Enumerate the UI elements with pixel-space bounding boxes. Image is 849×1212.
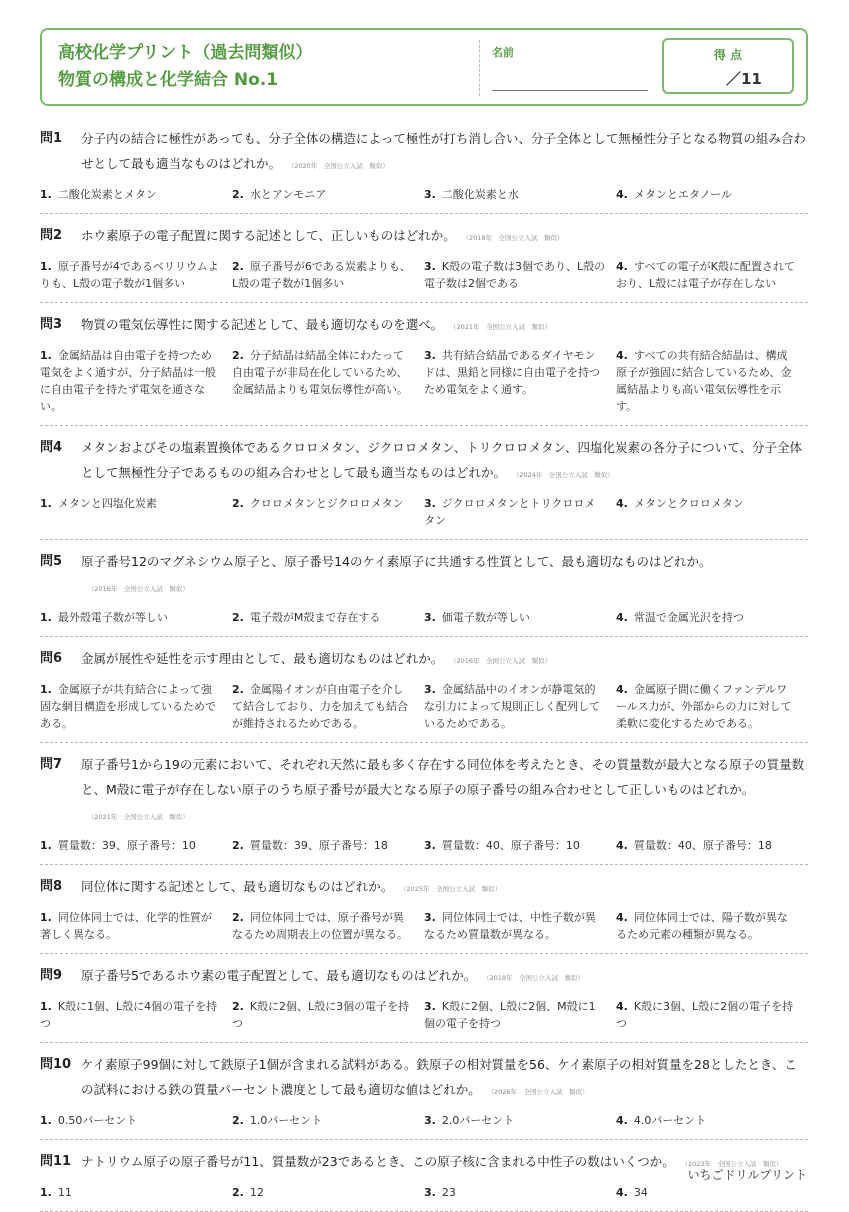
choice-number: 2.	[232, 839, 244, 852]
title-line-2: 物質の構成と化学結合 No.1	[58, 70, 279, 90]
question-source: （2016年 全国公立入試 類似）	[453, 657, 552, 665]
choice-number: 1.	[40, 911, 52, 924]
question-number: 問10	[40, 1057, 72, 1072]
answer-choice[interactable]	[424, 347, 616, 415]
choice-number: 3.	[424, 260, 436, 273]
choice-number: 2.	[232, 611, 244, 624]
answer-choice[interactable]	[40, 837, 232, 854]
question-source: （2026年 全国公立入試 類似）	[490, 1088, 589, 1096]
answer-choice[interactable]	[232, 186, 424, 203]
answer-choice[interactable]	[616, 998, 808, 1032]
choice-number: 4.	[616, 349, 628, 362]
choice-number: 2.	[232, 188, 244, 201]
answer-choice[interactable]	[424, 186, 616, 203]
choice-text: 二酸化炭素と水	[441, 188, 519, 201]
choice-text: 12	[249, 1186, 264, 1199]
choice-text: メタンとクロロメタン	[633, 497, 744, 510]
question-number: 問6	[40, 651, 63, 666]
choice-text: すべての共有結合結晶は、構成原子が強固に結合しているため、金属結晶よりも高い電気伝導性を示す。	[616, 349, 792, 413]
answer-choice[interactable]	[424, 495, 616, 529]
question-stem	[40, 312, 808, 340]
choice-number: 1.	[40, 349, 52, 362]
choice-row	[40, 258, 808, 292]
choice-row	[40, 681, 808, 732]
answer-choice[interactable]	[40, 681, 232, 732]
choice-text: 原子番号が4であるベリリウムよりも、L殻の電子数が1個多い	[40, 260, 219, 290]
answer-choice[interactable]	[40, 186, 232, 203]
choice-row	[40, 909, 808, 943]
question-stem	[40, 1052, 808, 1105]
question-text: 物質の電気伝導性に関する記述として、最も適切なものを選べ。	[81, 317, 444, 332]
score-box	[662, 38, 794, 94]
answer-choice[interactable]	[40, 258, 232, 292]
answer-choice[interactable]	[424, 609, 616, 626]
choice-text: 金属原子が共有結合によって強固な網目構造を形成しているためである。	[40, 683, 216, 730]
choice-number: 3.	[424, 839, 436, 852]
answer-choice[interactable]	[232, 1184, 424, 1201]
choice-number: 4.	[616, 611, 628, 624]
question-block	[40, 954, 808, 1043]
choice-text: 同位体同士では、原子番号が異なるため周期表上の位置が異なる。	[232, 911, 408, 941]
choice-number: 4.	[616, 1114, 628, 1127]
choice-number: 1.	[40, 1114, 52, 1127]
choice-text: K殻の電子数は3個であり、L殻の電子数は2個である	[424, 260, 606, 290]
choice-text: 2.0パーセント	[441, 1114, 515, 1127]
answer-choice[interactable]	[616, 1112, 808, 1129]
choice-row	[40, 837, 808, 854]
choice-row	[40, 1184, 808, 1201]
choice-number: 4.	[616, 683, 628, 696]
question-block	[40, 117, 808, 214]
question-text: メタンおよびその塩素置換体であるクロロメタン、ジクロロメタン、トリクロロメタン、四塩化炭素の各分子について、分子全体として無極性分子であるものの組み合わせとして最も適当なものはどれか。	[81, 440, 803, 480]
question-block	[40, 865, 808, 954]
question-source: （2018年 全国公立入試 類似）	[465, 234, 564, 242]
answer-choice[interactable]	[424, 1184, 616, 1201]
question-stem	[40, 549, 808, 602]
answer-choice[interactable]	[616, 609, 808, 626]
choice-text: 金属陽イオンが自由電子を介して結合しており、力を加えても結合が維持されるためである。	[232, 683, 408, 730]
choice-text: 4.0パーセント	[633, 1114, 707, 1127]
choice-number: 3.	[424, 349, 436, 362]
question-block	[40, 637, 808, 743]
question-stem	[40, 646, 808, 674]
question-source: （2024年 全国公立入試 類似）	[516, 471, 614, 479]
choice-number: 3.	[424, 1114, 436, 1127]
answer-choice[interactable]	[232, 347, 424, 415]
choice-number: 3.	[424, 1186, 436, 1199]
answer-choice[interactable]	[424, 258, 616, 292]
choice-text: K殻に2個、L殻に3個の電子を持つ	[232, 1000, 410, 1030]
question-number: 問11	[40, 1154, 72, 1169]
question-number: 問5	[40, 554, 63, 569]
title-line-1: 高校化学プリント（過去問類似）	[58, 43, 313, 63]
question-number: 問1	[40, 131, 63, 146]
question-stem	[40, 752, 808, 830]
question-source: （2021年 全国公立入試 類似）	[453, 323, 552, 331]
answer-choice[interactable]	[616, 495, 808, 529]
choice-text: 23	[441, 1186, 456, 1199]
choice-text: 11	[57, 1186, 72, 1199]
question-block	[40, 303, 808, 426]
question-number: 問9	[40, 968, 63, 983]
choice-text: すべての電子がK殻に配置されており、L殻には電子が存在しない	[616, 260, 795, 290]
choice-text: 同位体同士では、陽子数が異なるため元素の種類が異なる。	[616, 911, 788, 941]
answer-choice[interactable]	[232, 495, 424, 529]
answer-choice[interactable]	[40, 1184, 232, 1201]
choice-text: 質量数：39、原子番号：18	[249, 839, 388, 852]
answer-choice[interactable]	[424, 681, 616, 732]
answer-choice[interactable]	[232, 909, 424, 943]
choice-text: 0.50パーセント	[57, 1114, 138, 1127]
answer-choice[interactable]	[424, 998, 616, 1032]
choice-number: 2.	[232, 1186, 244, 1199]
choice-number: 4.	[616, 839, 628, 852]
choice-text: 常温で金属光沢を持つ	[633, 611, 744, 624]
choice-number: 2.	[232, 349, 244, 362]
choice-row	[40, 186, 808, 203]
choice-number: 4.	[616, 1000, 628, 1013]
choice-text: 質量数：40、原子番号：18	[633, 839, 772, 852]
choice-text: K殻に1個、L殻に4個の電子を持つ	[40, 1000, 218, 1030]
score-label: 得 点	[713, 48, 743, 62]
answer-choice[interactable]	[424, 837, 616, 854]
question-text: 原子番号5であるホウ素の電子配置として、最も適切なものはどれか。	[81, 968, 477, 983]
answer-choice[interactable]	[40, 609, 232, 626]
choice-text: 最外殻電子数が等しい	[57, 611, 168, 624]
name-label: 名前	[492, 46, 514, 59]
question-source: （2018年 全国公立入試 類似）	[486, 974, 585, 982]
answer-choice[interactable]	[232, 609, 424, 626]
question-text: 原子番号12のマグネシウム原子と、原子番号14のケイ素原子に共通する性質として、最も適切なものはどれか。	[81, 554, 712, 569]
answer-choice[interactable]	[232, 1112, 424, 1129]
choice-number: 1.	[40, 497, 52, 510]
choice-number: 2.	[232, 260, 244, 273]
score-value: ／11	[726, 70, 762, 88]
choice-number: 4.	[616, 497, 628, 510]
choice-text: 同位体同士では、化学的性質が著しく異なる。	[40, 911, 212, 941]
answer-choice[interactable]	[40, 495, 232, 529]
question-stem	[40, 874, 808, 902]
question-text: ケイ素原子99個に対して鉄原子1個が含まれる試料がある。鉄原子の相対質量を56、ケイ素原子の相対質量を28としたとき、この試料における鉄の質量パーセント濃度として最も適切な値はどれか。	[81, 1057, 797, 1097]
choice-text: K殻に2個、L殻に2個、M殻に1個の電子を持つ	[424, 1000, 596, 1030]
question-stem	[40, 223, 808, 251]
question-block	[40, 426, 808, 540]
choice-number: 1.	[40, 1000, 52, 1013]
answer-choice[interactable]	[616, 837, 808, 854]
question-text: ホウ素原子の電子配置に関する記述として、正しいものはどれか。	[81, 228, 456, 243]
question-source: （2016年 全国公立入試 類似）	[91, 585, 189, 593]
choice-number: 1.	[40, 611, 52, 624]
choice-text: K殻に3個、L殻に2個の電子を持つ	[616, 1000, 794, 1030]
question-source: （2023年 全国公立入試 類似）	[684, 1160, 783, 1168]
answer-choice[interactable]	[616, 1184, 808, 1201]
choice-text: 34	[633, 1186, 648, 1199]
question-source: （2021年 全国公立入試 類似）	[91, 813, 189, 821]
question-number: 問7	[40, 757, 63, 772]
name-field[interactable]	[492, 90, 648, 91]
choice-text: ジクロロメタンとトリクロロメタン	[424, 497, 596, 527]
answer-choice[interactable]	[40, 347, 232, 415]
answer-choice[interactable]	[424, 1112, 616, 1129]
choice-text: 価電子数が等しい	[441, 611, 530, 624]
choice-text: 質量数：40、原子番号：10	[441, 839, 580, 852]
question-number: 問3	[40, 317, 63, 332]
answer-choice[interactable]	[424, 909, 616, 943]
choice-number: 2.	[232, 497, 244, 510]
choice-number: 4.	[616, 1186, 628, 1199]
choice-text: 電子殻がM殻まで存在する	[249, 611, 381, 624]
choice-text: 金属原子間に働くファンデルワールス力が、外部からの力に対して柔軟に変化するためである。	[616, 683, 792, 730]
choice-number: 4.	[616, 260, 628, 273]
question-block	[40, 214, 808, 303]
answer-choice[interactable]	[232, 681, 424, 732]
choice-number: 1.	[40, 260, 52, 273]
choice-number: 3.	[424, 611, 436, 624]
answer-choice[interactable]	[616, 909, 808, 943]
question-block	[40, 540, 808, 637]
choice-number: 1.	[40, 683, 52, 696]
choice-row	[40, 495, 808, 529]
question-block	[40, 1043, 808, 1140]
choice-number: 1.	[40, 188, 52, 201]
question-source: （2025年 全国公立入試 類似）	[403, 885, 502, 893]
choice-text: 分子結晶は結晶全体にわたって自由電子が非局在化しているため、金属結晶よりも電気伝導性が高い。	[232, 349, 408, 396]
choice-number: 2.	[232, 1000, 244, 1013]
header-divider	[479, 40, 480, 96]
choice-number: 4.	[616, 911, 628, 924]
question-text: 分子内の結合に極性があっても、分子全体の構造によって極性が打ち消し合い、分子全体として無極性分子となる物質の組み合わせとして最も適当なものはどれか。	[81, 131, 806, 171]
choice-number: 2.	[232, 683, 244, 696]
choice-text: 質量数：39、原子番号：10	[57, 839, 196, 852]
question-list	[40, 117, 808, 1212]
choice-text: 金属結晶中のイオンが静電気的な引力によって規則正しく配列しているためである。	[424, 683, 600, 730]
answer-choice[interactable]	[40, 909, 232, 943]
choice-text: メタンと四塩化炭素	[57, 497, 157, 510]
choice-row	[40, 998, 808, 1032]
choice-number: 3.	[424, 188, 436, 201]
worksheet-title	[58, 40, 312, 94]
footer-brand: いちごドリルプリント	[687, 1168, 807, 1182]
answer-choice[interactable]	[232, 998, 424, 1032]
answer-choice[interactable]	[616, 347, 808, 415]
choice-number: 3.	[424, 683, 436, 696]
answer-choice[interactable]	[616, 258, 808, 292]
question-stem	[40, 126, 808, 179]
answer-choice[interactable]	[616, 681, 808, 732]
choice-number: 3.	[424, 1000, 436, 1013]
question-stem	[40, 435, 808, 488]
choice-number: 3.	[424, 911, 436, 924]
choice-row	[40, 609, 808, 626]
question-text: ナトリウム原子の原子番号が11、質量数が23であるとき、この原子核に含まれる中性子の数はいくつか。	[81, 1154, 675, 1169]
question-number: 問2	[40, 228, 63, 243]
choice-number: 4.	[616, 188, 628, 201]
choice-text: 同位体同士では、中性子数が異なるため質量数が異なる。	[424, 911, 596, 941]
answer-choice[interactable]	[616, 186, 808, 203]
choice-text: 二酸化炭素とメタン	[57, 188, 157, 201]
choice-number: 2.	[232, 911, 244, 924]
question-source: （2020年 全国公立入試 類似）	[291, 162, 389, 170]
choice-text: 共有結合結晶であるダイヤモンドは、黒鉛と同様に自由電子を持つため電気をよく通す。	[424, 349, 600, 396]
choice-text: 原子番号が6である炭素よりも、L殻の電子数が1個多い	[232, 260, 411, 290]
choice-row	[40, 347, 808, 415]
choice-number: 1.	[40, 1186, 52, 1199]
question-block	[40, 743, 808, 865]
question-stem	[40, 963, 808, 991]
question-number: 問8	[40, 879, 63, 894]
worksheet-header	[40, 28, 808, 106]
choice-text: 1.0パーセント	[249, 1114, 323, 1127]
choice-number: 1.	[40, 839, 52, 852]
question-number: 問4	[40, 440, 63, 455]
question-text: 原子番号1から19の元素において、それぞれ天然に最も多く存在する同位体を考えたとき、その質量数が最大となる原子の質量数と、M殻に電子が存在しない原子のうち原子番号が最大となる原子の原子番号の組み合わせとして正しいものはどれか。	[81, 757, 805, 797]
answer-choice[interactable]	[40, 998, 232, 1032]
answer-choice[interactable]	[40, 1112, 232, 1129]
answer-choice[interactable]	[232, 258, 424, 292]
choice-text: クロロメタンとジクロロメタン	[249, 497, 404, 510]
choice-text: メタンとエタノール	[633, 188, 732, 201]
choice-number: 2.	[232, 1114, 244, 1127]
choice-number: 3.	[424, 497, 436, 510]
question-text: 金属が展性や延性を示す理由として、最も適切なものはどれか。	[81, 651, 444, 666]
choice-text: 水とアンモニア	[249, 188, 327, 201]
choice-text: 金属結晶は自由電子を持つため電気をよく通すが、分子結晶は一般に自由電子を持たず電気を通さない。	[40, 349, 216, 413]
answer-choice[interactable]	[232, 837, 424, 854]
question-text: 同位体に関する記述として、最も適切なものはどれか。	[81, 879, 394, 894]
choice-row	[40, 1112, 808, 1129]
